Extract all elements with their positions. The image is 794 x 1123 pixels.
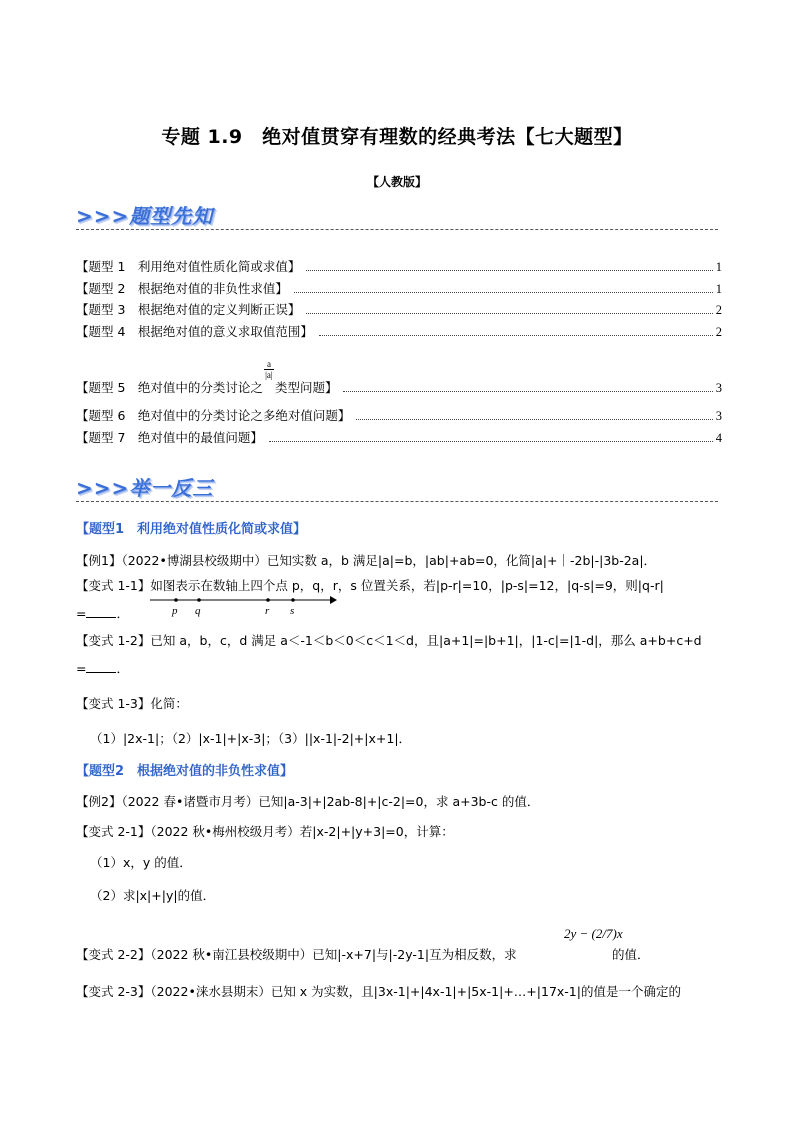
- toc-item-5[interactable]: 【题型 5 绝对值中的分类讨论之 a |a| 类型问题】 3: [76, 359, 722, 395]
- toc-item-2[interactable]: 【题型 2 根据绝对值的非负性求值】 1: [76, 281, 722, 296]
- section-heading-2: 【题型2 根据绝对值的非负性求值】: [76, 764, 294, 779]
- variant-1-1-answer: = ．: [76, 606, 129, 621]
- toc-item-6[interactable]: 【题型 6 绝对值中的分类讨论之多绝对值问题】 3: [76, 408, 722, 423]
- variant-1-3-items: （1）|2x-1|；（2）|x-1|+|x-3|；（3）||x-1|-2|+|x+1|．: [90, 731, 412, 746]
- toc-item-1[interactable]: 【题型 1 利用绝对值性质化简或求值】 1: [76, 259, 722, 274]
- example-2: 【例2】（2022 春•诸暨市月考）已知|a-3|+|2ab-8|+|c-2|=0，求 a+3b-c 的值．: [76, 794, 540, 809]
- point-q: [197, 598, 201, 602]
- variant-2-2-end: 的值．: [612, 947, 650, 962]
- variant-1-2-answer: = ．: [76, 661, 129, 676]
- example-1: 【例1】（2022•博湖县校级期中）已知实数 a，b 满足|a|=b，|ab|+ab=0，化简|a|+｜-2b|-|3b-2a|．: [76, 553, 657, 568]
- answer-blank[interactable]: [86, 606, 116, 618]
- label-p: p: [172, 605, 178, 617]
- variant-2-1-part-1: （1）x，y 的值．: [90, 855, 192, 870]
- divider: [76, 501, 718, 502]
- page-title: 专题 1.9 绝对值贯穿有理数的经典考法【七大题型】: [161, 126, 633, 148]
- expression-2y-minus-frac: 2y − (2/7)x: [564, 926, 623, 941]
- variant-1-3: 【变式 1-3】化简：: [76, 696, 188, 711]
- divider: [76, 229, 718, 230]
- point-r: [266, 598, 270, 602]
- label-q: q: [195, 605, 201, 617]
- banner-examples: >>>举一反三: [76, 476, 214, 500]
- banner-question-types: >>>题型先知: [76, 204, 214, 228]
- label-r: r: [265, 605, 270, 617]
- toc-item-4[interactable]: 【题型 4 根据绝对值的意义求取值范围】 2: [76, 324, 722, 339]
- toc-item-7[interactable]: 【题型 7 绝对值中的最值问题】 4: [76, 430, 722, 445]
- variant-1-1: 【变式 1-1】如图表示在数轴上四个点 p，q，r，s 位置关系，若|p-r|=10，|p-s|=12，|q-s|=9，则|q-r|: [76, 578, 664, 593]
- variant-2-1: 【变式 2-1】（2022 秋•梅州校级月考）若|x-2|+|y+3|=0，计算：: [76, 824, 454, 839]
- fraction-a-over-abs-a: a |a|: [265, 359, 273, 380]
- point-s: [291, 598, 295, 602]
- number-line-arrow: [330, 596, 337, 604]
- variant-1-2: 【变式 1-2】已知 a，b，c，d 满足 a＜-1＜b＜0＜c＜1＜d，且|a+1|=|b+1|，|1-c|=|1-d|，那么 a+b+c+d: [76, 633, 702, 648]
- section-heading-1: 【题型1 利用绝对值性质化简或求值】: [76, 522, 307, 537]
- number-line-figure: [148, 594, 338, 618]
- label-s: s: [290, 605, 295, 617]
- toc-item-3[interactable]: 【题型 3 根据绝对值的定义判断正误】 2: [76, 302, 722, 317]
- edition-label: 【人教版】: [366, 175, 427, 189]
- variant-2-2: 【变式 2-2】（2022 秋•南江县校级期中）已知|-x+7|与|-2y-1|互为相反数，求: [76, 947, 517, 962]
- point-p: [174, 598, 178, 602]
- variant-2-1-part-2: （2）求|x|+|y|的值．: [90, 888, 216, 903]
- answer-blank[interactable]: [86, 661, 116, 673]
- variant-2-3: 【变式 2-3】（2022•涞水县期末）已知 x 为实数，且|3x-1|+|4x-1|+|5x-1|+…+|17x-1|的值是一个确定的: [76, 984, 681, 999]
